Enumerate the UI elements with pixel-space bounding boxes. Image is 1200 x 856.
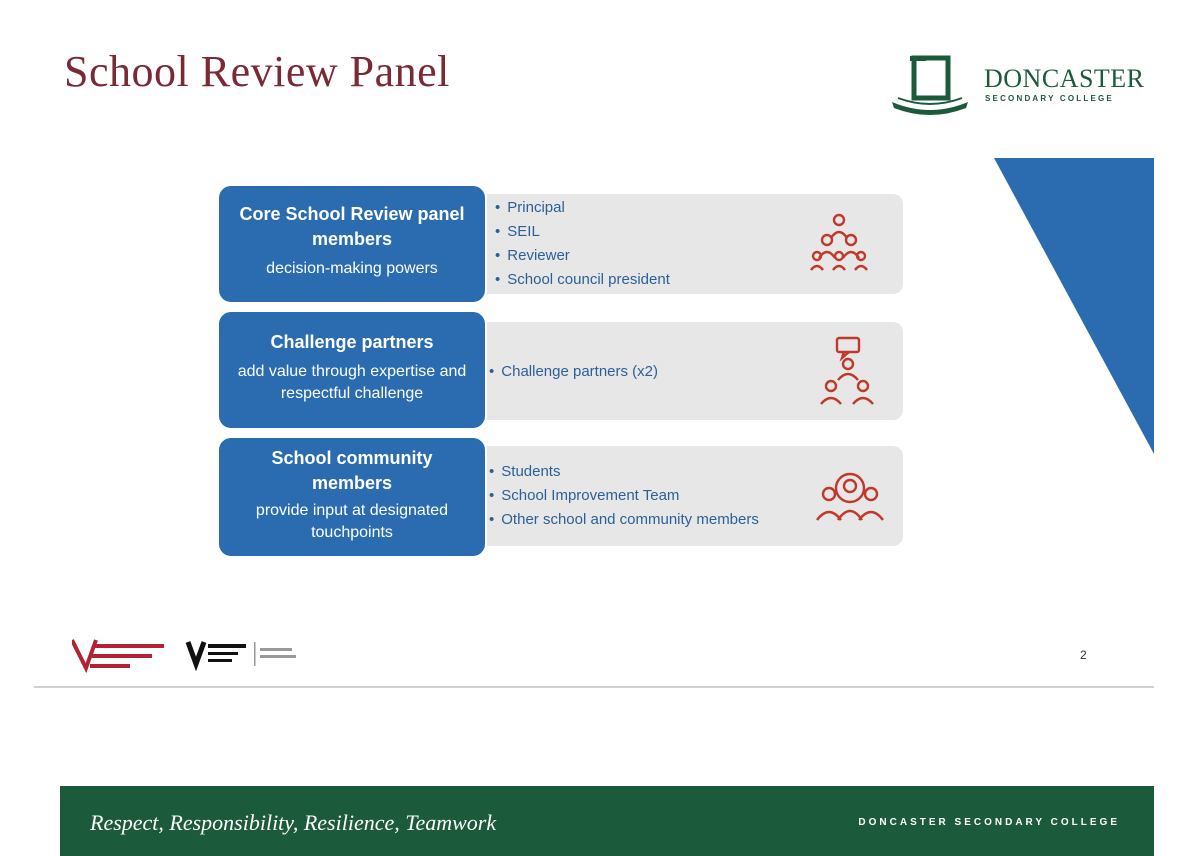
college-motto: Respect, Responsibility, Resilience, Teamwork (90, 810, 497, 835)
logo-subtitle: SECONDARY COLLEGE (985, 94, 1114, 103)
panel-member-list (489, 460, 759, 532)
victoria-state-government-logo (188, 642, 296, 666)
footer-bar (60, 786, 1154, 856)
list-item: • Reviewer (495, 244, 670, 268)
doncaster-logo (888, 52, 1148, 122)
panel-heading-box (217, 310, 487, 430)
slide-title: School Review Panel (64, 47, 450, 96)
logo-name: DONCASTER (984, 64, 1145, 93)
panel-heading: Challenge partners (270, 332, 434, 352)
group-hierarchy-icon (809, 212, 869, 272)
panel-subtext: provide input at designated touchpoints (255, 502, 449, 541)
community-group-icon (815, 466, 885, 526)
panel-member-list (495, 196, 670, 292)
panel-heading-box (217, 184, 487, 304)
footer-divider (34, 686, 1154, 688)
panel-heading: Core School Review panel members (239, 204, 465, 249)
panel-member-list (489, 360, 658, 384)
panel-heading: School community members (271, 448, 433, 493)
panel-subtext: add value through expertise and respectful challenge (237, 363, 467, 402)
list-item: • Challenge partners (x2) (489, 360, 658, 384)
panel-row-community (217, 436, 907, 558)
discussion-people-icon (817, 336, 877, 406)
page-number: 2 (1080, 648, 1087, 662)
education-state-logo (72, 640, 164, 668)
panel-row-challenge (217, 310, 907, 430)
college-crest-icon (888, 52, 972, 118)
decorative-triangle (994, 158, 1154, 454)
list-item: • Students (489, 460, 759, 484)
list-item: • School council president (495, 268, 670, 292)
list-item: • School Improvement Team (489, 484, 759, 508)
partner-logos (72, 634, 312, 674)
list-item: • Principal (495, 196, 670, 220)
panel-subtext: decision-making powers (266, 260, 438, 277)
panel-heading-box (217, 436, 487, 558)
list-item: • SEIL (495, 220, 670, 244)
footer-college-name: DONCASTER SECONDARY COLLEGE (858, 817, 1120, 828)
list-item: • Other school and community members (489, 508, 759, 532)
panel-row-core (217, 184, 907, 304)
